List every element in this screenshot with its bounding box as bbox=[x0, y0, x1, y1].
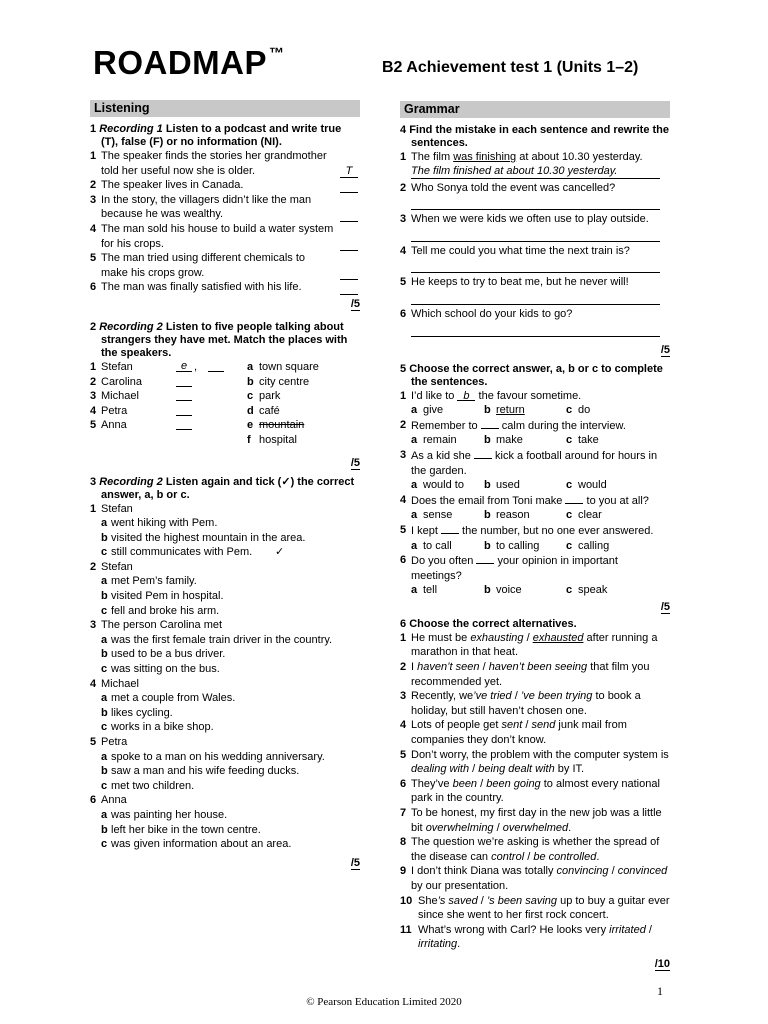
item-number: 4 bbox=[400, 244, 407, 257]
alternatives-item bbox=[400, 689, 670, 718]
option-letter: a bbox=[247, 360, 254, 373]
option-text: works in a bike shop. bbox=[111, 721, 214, 734]
option-text: visited Pem in hospital. bbox=[111, 590, 224, 603]
sentence-text: I haven’t seen / haven’t been seeing that film you recommended yet. bbox=[411, 661, 650, 688]
item-number: 1 bbox=[400, 631, 407, 644]
sentence-text: Who Sonya told the event was cancelled? bbox=[411, 181, 616, 194]
alternatives-item bbox=[400, 631, 670, 660]
item-number: 2 bbox=[400, 418, 407, 431]
option-text: was painting her house. bbox=[111, 808, 228, 821]
option-a[interactable]: tell bbox=[423, 584, 438, 597]
option-letter: a bbox=[411, 404, 418, 417]
option-c[interactable]: speak bbox=[578, 584, 608, 597]
option-text: spoke to a man on his wedding anniversary. bbox=[111, 750, 325, 763]
section-listening: Listening bbox=[90, 100, 360, 117]
option-letter: c bbox=[247, 390, 254, 403]
page-number: 1 bbox=[657, 984, 663, 998]
question-stem bbox=[90, 793, 360, 808]
option-letter: a bbox=[101, 750, 108, 763]
statement-item bbox=[90, 280, 360, 295]
statement-item bbox=[90, 149, 360, 178]
sentence-text: I don’t think Diana was totally convincing / convinced by our presentation. bbox=[411, 865, 668, 892]
statement-text: The man tried using different chemicals to make his crops grow. bbox=[101, 252, 306, 279]
question-3-score: /5 bbox=[350, 856, 360, 869]
speaker-name: Michael bbox=[101, 390, 139, 403]
test-title: B2 Achievement test 1 (Units 1–2) bbox=[382, 59, 639, 76]
answer-option[interactable] bbox=[90, 604, 360, 619]
option-letter: b bbox=[101, 590, 108, 603]
answer-option[interactable] bbox=[90, 706, 360, 721]
match-row bbox=[90, 418, 360, 433]
option-letter: f bbox=[247, 433, 251, 446]
option-a[interactable]: to call bbox=[423, 539, 452, 552]
alternatives-item bbox=[400, 894, 670, 923]
option-text: likes cycling. bbox=[111, 706, 173, 719]
option-letter: a bbox=[411, 509, 418, 522]
speaker-name: Carolina bbox=[101, 375, 142, 388]
alternatives-item bbox=[400, 835, 670, 864]
option-letter: c bbox=[101, 663, 108, 676]
question-1-heading: 1 Recording 1 Listen to a podcast and write true (T), false (F) or no information (NI). bbox=[90, 123, 342, 148]
option-c[interactable]: clear bbox=[578, 509, 602, 522]
option-letter: a bbox=[101, 517, 108, 530]
option-b[interactable]: to calling bbox=[496, 539, 540, 552]
question-1-score: /5 bbox=[350, 297, 360, 310]
brand-logo bbox=[93, 44, 285, 82]
option-a[interactable]: sense bbox=[423, 509, 453, 522]
sentence-post: the number, but no one ever answered. bbox=[458, 524, 654, 537]
sentence-item bbox=[400, 212, 670, 227]
answer-option[interactable] bbox=[90, 823, 360, 838]
answer-blank[interactable] bbox=[176, 389, 192, 401]
option-letter: a bbox=[101, 575, 108, 588]
section-grammar: Grammar bbox=[400, 101, 670, 118]
option-letter: a bbox=[411, 479, 418, 492]
sentence-item bbox=[400, 418, 670, 434]
rewrite-line[interactable] bbox=[411, 290, 660, 305]
item-number: 5 bbox=[400, 748, 407, 761]
answer-blank-2[interactable] bbox=[208, 360, 224, 372]
question-4-heading: 4 Find the mistake in each sentence and rewrite the sentences. bbox=[400, 124, 669, 149]
sentence-text: What’s wrong with Carl? He looks very irritated / irritating. bbox=[418, 923, 652, 951]
sentence-text: They’ve been / been going to almost every national park in the country. bbox=[411, 777, 660, 805]
answer-blank[interactable] bbox=[474, 448, 492, 459]
option-letter: a bbox=[101, 808, 108, 821]
sentence-text: Don’t worry, the problem with the computer system is dealing with / being dealt with by IT. bbox=[411, 748, 669, 776]
sentence-item bbox=[400, 307, 670, 322]
sentence-text: Which school do your kids to go? bbox=[411, 307, 573, 320]
sentence-pre: I’d like to bbox=[411, 389, 458, 402]
answer-option[interactable] bbox=[90, 633, 360, 648]
answer-blank[interactable] bbox=[340, 294, 358, 295]
question-6-heading: 6 Choose the correct alternatives. bbox=[400, 617, 577, 630]
option-text: was sitting on the bus. bbox=[111, 663, 220, 676]
brand-name: ROADMAP bbox=[93, 44, 267, 81]
question-3-heading: 3 Recording 2 Listen again and tick (✓) the correct answer, a, b or c. bbox=[90, 475, 355, 501]
option-letter: b bbox=[101, 531, 108, 544]
answer-option[interactable] bbox=[90, 545, 360, 560]
item-number: 3 bbox=[90, 390, 97, 403]
option-letter: c bbox=[566, 404, 573, 417]
answer-option[interactable] bbox=[90, 531, 360, 546]
stem-text: Anna bbox=[101, 794, 127, 807]
option-letter: b bbox=[484, 434, 491, 447]
statement-item bbox=[90, 178, 360, 193]
item-number: 2 bbox=[90, 375, 97, 388]
options-row bbox=[400, 508, 670, 523]
place-name: city centre bbox=[259, 375, 310, 388]
sentence-item bbox=[400, 523, 670, 539]
option-text: still communicates with Pem. bbox=[111, 546, 253, 559]
option-text: met Pem’s family. bbox=[111, 575, 197, 588]
option-letter: b bbox=[101, 765, 108, 778]
sentence-pre: Does the email from Toni make bbox=[411, 494, 566, 507]
item-number: 5 bbox=[90, 419, 97, 432]
option-b[interactable]: return bbox=[496, 404, 525, 417]
rewrite-line[interactable] bbox=[411, 322, 660, 337]
statement-item bbox=[90, 193, 360, 222]
item-number: 4 bbox=[90, 404, 97, 417]
item-number: 5 bbox=[400, 523, 407, 536]
item-number: 1 bbox=[90, 360, 97, 373]
option-letter: b bbox=[484, 584, 491, 597]
stem-text: Stefan bbox=[101, 560, 133, 573]
stem-text: Petra bbox=[101, 736, 128, 748]
option-text: went hiking with Pem. bbox=[111, 517, 218, 530]
alternatives-item bbox=[400, 864, 670, 893]
sentence-post: kick a football around for hours in the garden. bbox=[411, 449, 658, 477]
option-letter: c bbox=[101, 721, 108, 734]
question-stem bbox=[90, 618, 360, 633]
question-5-score: /5 bbox=[660, 600, 670, 613]
item-number: 6 bbox=[400, 554, 407, 567]
question-4-example-answer: The film finished at about 10.30 yesterday. bbox=[411, 165, 660, 179]
option-text: used to be a bus driver. bbox=[111, 648, 226, 661]
item-number: 2 bbox=[400, 181, 407, 194]
options-row bbox=[400, 478, 670, 493]
answer-option[interactable] bbox=[90, 647, 360, 662]
alternatives-item bbox=[400, 777, 670, 806]
option-text: met two children. bbox=[111, 779, 195, 792]
alternatives-item bbox=[400, 718, 670, 747]
options-row bbox=[400, 403, 670, 418]
alternatives-item bbox=[400, 660, 670, 689]
stem-text: Michael bbox=[101, 677, 139, 690]
sentence-text: Recently, we’ve tried / ’ve been trying to book a holiday, but still haven’t chosen one. bbox=[411, 690, 641, 717]
options-row bbox=[400, 583, 670, 598]
alternatives-item bbox=[400, 748, 670, 777]
item-number: 5 bbox=[90, 252, 97, 265]
place-name: hospital bbox=[259, 433, 297, 446]
comma: , bbox=[194, 360, 198, 373]
sentence-text: When we were kids we often use to play outside. bbox=[411, 213, 649, 226]
item-number: 6 bbox=[90, 794, 97, 807]
question-6-items bbox=[400, 631, 670, 952]
match-row bbox=[90, 433, 360, 448]
option-a[interactable]: would to bbox=[423, 479, 464, 492]
option-letter: a bbox=[411, 539, 418, 552]
sentence-item bbox=[400, 244, 670, 259]
question-5-heading: 5 Choose the correct answer, a, b or c to complete the sentences. bbox=[400, 362, 663, 388]
item-number: 3 bbox=[90, 619, 97, 632]
option-b[interactable]: used bbox=[496, 479, 520, 492]
option-letter: b bbox=[101, 706, 108, 719]
answer-blank[interactable]: b bbox=[457, 390, 475, 401]
trademark: ™ bbox=[269, 45, 285, 62]
sentence-item bbox=[400, 553, 670, 583]
option-letter: d bbox=[247, 404, 254, 417]
answer-blank[interactable] bbox=[441, 523, 459, 534]
answer-blank[interactable] bbox=[176, 375, 192, 387]
sentence-post: to you at all? bbox=[583, 494, 649, 507]
answer-blank[interactable] bbox=[176, 404, 192, 416]
stem-text: The person Carolina met bbox=[101, 619, 223, 632]
stem-text: Stefan bbox=[101, 502, 133, 515]
option-letter: c bbox=[566, 539, 573, 552]
sentence-item bbox=[400, 181, 670, 196]
rewrite-line[interactable] bbox=[411, 258, 660, 273]
option-letter: b bbox=[484, 509, 491, 522]
option-letter: c bbox=[566, 584, 573, 597]
item-number: 1 bbox=[400, 389, 407, 402]
sentence-text: Tell me could you what time the next train is? bbox=[411, 244, 630, 257]
question-stem bbox=[90, 677, 360, 692]
sentence-text: She’s saved / ’s been saving up to buy a guitar ever since she went to her first rock concert. bbox=[418, 894, 670, 922]
question-4-items bbox=[400, 181, 670, 337]
sentence-text: The question we’re asking is whether the spread of the disease can control / be controlled. bbox=[411, 836, 660, 863]
item-number: 11 bbox=[400, 923, 412, 936]
answer-option[interactable] bbox=[90, 720, 360, 735]
question-2-score: /5 bbox=[350, 456, 360, 469]
answer-blank[interactable] bbox=[176, 418, 192, 430]
item-number: 2 bbox=[90, 560, 97, 573]
answer-blank[interactable] bbox=[476, 553, 494, 564]
statement-text: The speaker lives in Canada. bbox=[101, 179, 244, 192]
item-number: 3 bbox=[400, 213, 407, 226]
option-text: met a couple from Wales. bbox=[111, 692, 236, 705]
item-number: 2 bbox=[400, 661, 407, 674]
question-5-items bbox=[400, 389, 670, 598]
option-text: saw a man and his wife feeding ducks. bbox=[111, 765, 300, 778]
answer-option[interactable] bbox=[90, 574, 360, 589]
item-number: 8 bbox=[400, 836, 407, 849]
sentence-pre: I kept bbox=[411, 524, 441, 537]
sentence-pre: As a kid she bbox=[411, 449, 474, 462]
sentence-post: your opinion in important meetings? bbox=[411, 555, 618, 582]
question-1-items bbox=[90, 149, 360, 295]
item-number: 4 bbox=[400, 493, 407, 506]
question-stem bbox=[90, 735, 360, 750]
statement-text: The man sold his house to build a water system for his crops. bbox=[101, 222, 334, 250]
question-4-score: /5 bbox=[660, 343, 670, 356]
tick-mark: ✓ bbox=[275, 546, 285, 559]
alternatives-item bbox=[400, 806, 670, 835]
option-letter: c bbox=[566, 434, 573, 447]
grammar-column bbox=[400, 100, 670, 971]
answer-option[interactable] bbox=[90, 516, 360, 531]
option-letter: c bbox=[566, 509, 573, 522]
item-number: 1 bbox=[90, 502, 97, 515]
sentence-text: Lots of people get sent / send junk mail from companies they don’t know. bbox=[411, 719, 627, 747]
answer-blank[interactable]: T bbox=[340, 165, 358, 178]
sentence-item bbox=[400, 448, 670, 478]
option-letter: c bbox=[101, 838, 108, 851]
alternatives-item bbox=[400, 923, 670, 952]
item-number: 6 bbox=[400, 777, 407, 790]
match-row bbox=[90, 375, 360, 390]
speaker-name: Anna bbox=[101, 419, 127, 432]
item-number: 4 bbox=[400, 719, 407, 732]
option-c[interactable]: calling bbox=[578, 539, 610, 552]
sentence-item bbox=[400, 493, 670, 509]
option-letter: b bbox=[484, 404, 491, 417]
options-row bbox=[400, 433, 670, 448]
option-c[interactable]: would bbox=[578, 479, 607, 492]
place-name: café bbox=[259, 404, 280, 417]
copyright: © Pearson Education Limited 2020 bbox=[306, 996, 462, 1008]
match-row bbox=[90, 404, 360, 419]
answer-blank[interactable]: e bbox=[176, 360, 192, 372]
answer-option[interactable] bbox=[90, 837, 360, 852]
option-text: left her bike in the town centre. bbox=[111, 823, 261, 836]
match-row bbox=[90, 360, 360, 375]
option-letter: b bbox=[101, 648, 108, 661]
option-letter: a bbox=[101, 633, 108, 646]
question-6-score: /10 bbox=[654, 957, 670, 970]
item-number: 3 bbox=[400, 690, 407, 703]
item-number: 3 bbox=[400, 448, 407, 461]
item-number: 2 bbox=[90, 179, 97, 192]
answer-option[interactable] bbox=[90, 589, 360, 604]
option-a[interactable]: give bbox=[423, 404, 444, 417]
item-number: 9 bbox=[400, 865, 407, 878]
question-stem bbox=[90, 502, 360, 517]
option-b[interactable]: reason bbox=[496, 509, 530, 522]
item-number: 4 bbox=[90, 677, 97, 690]
option-letter: c bbox=[566, 479, 573, 492]
place-name: park bbox=[259, 390, 281, 403]
answer-option[interactable] bbox=[90, 808, 360, 823]
question-2-heading: 2 Recording 2 Listen to five people talking about strangers they have met. Match the places with the speakers. bbox=[90, 320, 348, 359]
option-letter: c bbox=[101, 546, 108, 559]
statement-text: The man was finally satisfied with his life. bbox=[101, 281, 302, 294]
item-number: 5 bbox=[400, 276, 407, 289]
option-b[interactable]: make bbox=[496, 434, 523, 447]
option-letter: b bbox=[484, 479, 491, 492]
option-letter: b bbox=[247, 375, 254, 388]
sentence-pre: Do you often bbox=[411, 555, 477, 568]
question-2-matching bbox=[90, 360, 360, 448]
sentence-item bbox=[400, 275, 670, 290]
item-number: 6 bbox=[90, 281, 97, 294]
option-c[interactable]: do bbox=[578, 404, 591, 417]
answer-option[interactable] bbox=[90, 750, 360, 765]
item-number: 10 bbox=[400, 894, 413, 907]
option-letter: c bbox=[101, 604, 108, 617]
option-text: fell and broke his arm. bbox=[111, 604, 220, 617]
statement-item bbox=[90, 222, 360, 251]
item-number: 5 bbox=[90, 736, 97, 748]
place-name: town square bbox=[259, 360, 319, 373]
question-4-example: 1 The film was finishing at about 10.30 yesterday. bbox=[400, 151, 643, 163]
listening-column bbox=[90, 100, 360, 870]
sentence-item bbox=[400, 389, 670, 404]
sentence-text: He keeps to try to beat me, but he never will! bbox=[411, 276, 629, 289]
options-row bbox=[400, 539, 670, 554]
option-letter: c bbox=[101, 779, 108, 792]
speaker-name: Petra bbox=[101, 404, 128, 417]
option-a[interactable]: remain bbox=[423, 434, 457, 447]
option-letter: b bbox=[484, 539, 491, 552]
answer-blank[interactable] bbox=[565, 493, 583, 504]
statement-text: The speaker finds the stories her grandmother told her useful now she is older. bbox=[101, 150, 327, 177]
item-number: 7 bbox=[400, 807, 407, 819]
option-text: was given information about an area. bbox=[111, 838, 292, 851]
match-row bbox=[90, 389, 360, 404]
answer-option[interactable] bbox=[90, 662, 360, 677]
answer-option[interactable] bbox=[90, 779, 360, 794]
item-number: 4 bbox=[90, 222, 97, 235]
answer-blank[interactable] bbox=[481, 418, 499, 429]
item-number: 3 bbox=[90, 193, 97, 206]
item-number: 1 bbox=[90, 150, 97, 162]
question-stem bbox=[90, 560, 360, 575]
rewrite-line[interactable] bbox=[411, 227, 660, 242]
item-number: 6 bbox=[400, 307, 407, 320]
option-letter: a bbox=[411, 584, 418, 597]
option-letter: a bbox=[101, 692, 108, 705]
place-name: mountain bbox=[259, 419, 305, 432]
sentence-text: To be honest, my first day in the new job was a little bit overwhelming / overwhelmed. bbox=[411, 807, 662, 834]
speaker-name: Stefan bbox=[101, 360, 133, 373]
sentence-post: calm during the interview. bbox=[498, 419, 626, 432]
answer-option[interactable] bbox=[90, 691, 360, 706]
option-letter: b bbox=[101, 823, 108, 836]
statement-item bbox=[90, 251, 360, 280]
rewrite-line[interactable] bbox=[411, 195, 660, 210]
option-letter: a bbox=[411, 434, 418, 447]
option-text: visited the highest mountain in the area. bbox=[111, 531, 306, 544]
sentence-pre: Remember to bbox=[411, 419, 481, 432]
statement-text: In the story, the villagers didn’t like the man because he was wealthy. bbox=[101, 193, 312, 221]
option-b[interactable]: voice bbox=[496, 584, 522, 597]
option-letter: e bbox=[247, 419, 254, 432]
question-3-items bbox=[90, 502, 360, 852]
option-text: was the first female train driver in the country. bbox=[111, 633, 333, 646]
sentence-post: the favour sometime. bbox=[475, 389, 582, 402]
option-c[interactable]: take bbox=[578, 434, 599, 447]
sentence-text: He must be exhausting / exhausted after running a marathon in that heat. bbox=[411, 631, 658, 659]
answer-option[interactable] bbox=[90, 764, 360, 779]
